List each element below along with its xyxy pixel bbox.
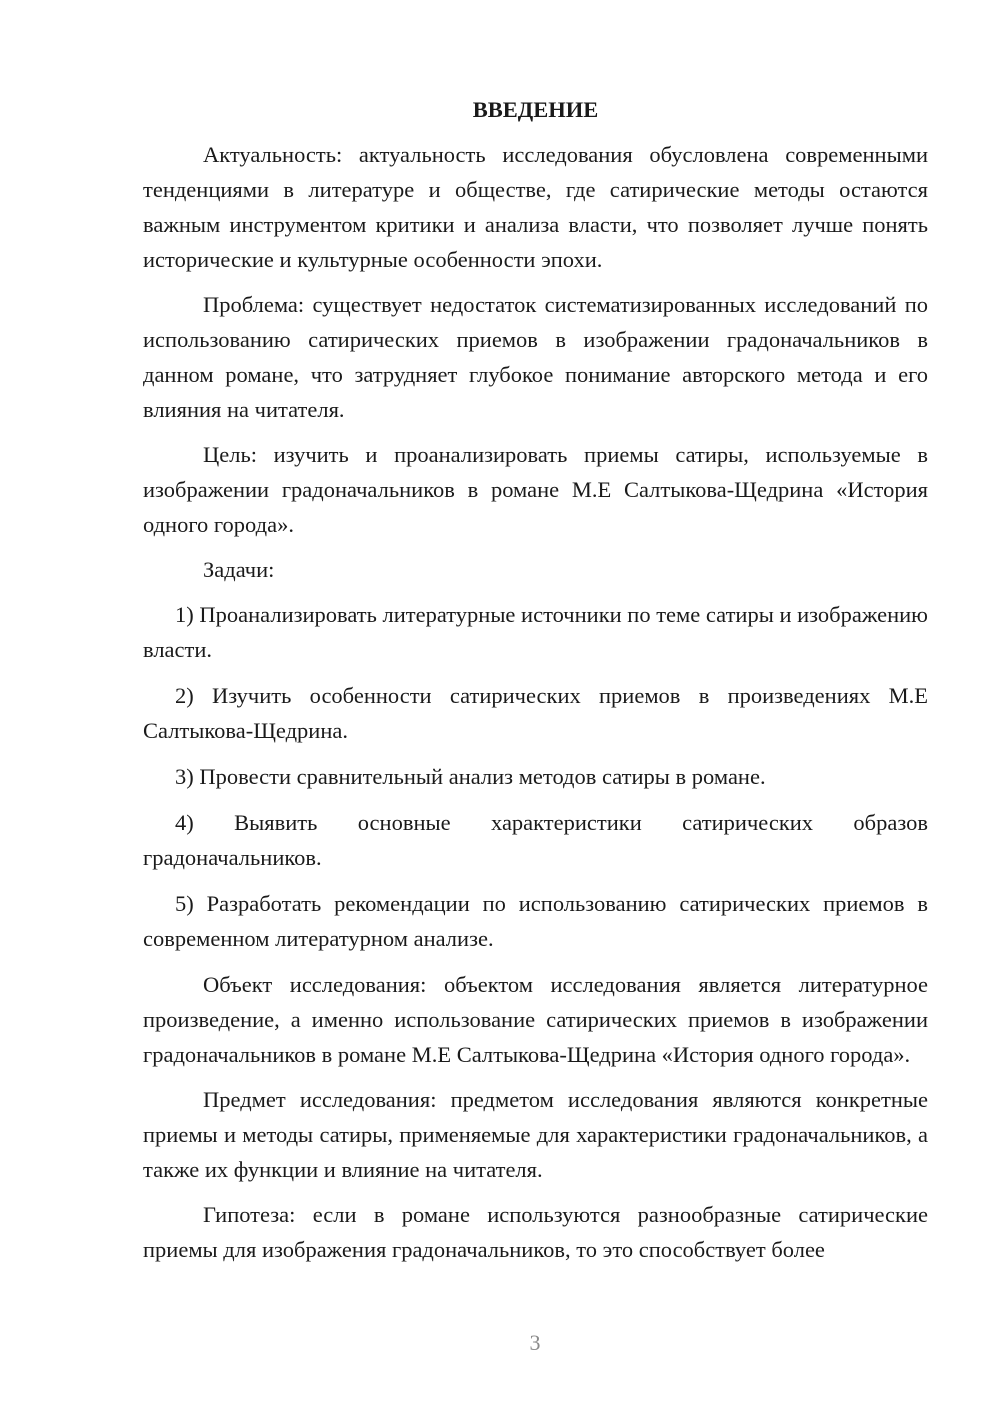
document-page <box>143 92 928 1277</box>
object-paragraph: Объект исследования: объектом исследования является литературное произведение, а именно использование сатирических приемов в изображении градоначальников в романе М.Е Салтыкова-Щедрина «История одного города». <box>143 972 928 1067</box>
task-item-5: 5) Разработать рекомендации по использованию сатирических приемов в современном литературном анализе. <box>143 891 928 951</box>
hypothesis-paragraph: Гипотеза: если в романе используются разнообразные сатирические приемы для изображения градоначальников, то это способствует более <box>143 1202 928 1262</box>
page-number: 3 <box>529 1330 541 1355</box>
task-item-4: 4) Выявить основные характеристики сатирических образов градоначальников. <box>143 810 928 870</box>
tasks-label: Задачи: <box>203 557 275 582</box>
relevance-paragraph: Актуальность: актуальность исследования обусловлена современными тенденциями в литературе и обществе, где сатирические методы остаются важным инструментом критики и анализа власти, что позволяет лучше понять исторические и культурные особенности эпохи. <box>143 142 928 272</box>
page-title: ВВЕДЕНИЕ <box>472 97 599 122</box>
task-item-3: 3) Провести сравнительный анализ методов сатиры в романе. <box>175 764 766 789</box>
task-item-2: 2) Изучить особенности сатирических приемов в произведениях М.Е Салтыкова-Щедрина. <box>143 683 928 743</box>
subject-paragraph: Предмет исследования: предметом исследования являются конкретные приемы и методы сатиры, применяемые для характеристики градоначальников, а также их функции и влияние на читателя. <box>143 1087 928 1182</box>
problem-paragraph: Проблема: существует недостаток систематизированных исследований по использованию сатирических приемов в изображении градоначальников в данном романе, что затрудняет глубокое понимание авторского метода и его влияния на читателя. <box>143 292 928 422</box>
goal-paragraph: Цель: изучить и проанализировать приемы сатиры, используемые в изображении градоначальников в романе М.Е Салтыкова-Щедрина «История одного города». <box>143 442 928 537</box>
task-item-1: 1) Проанализировать литературные источники по теме сатиры и изображению власти. <box>143 602 928 662</box>
